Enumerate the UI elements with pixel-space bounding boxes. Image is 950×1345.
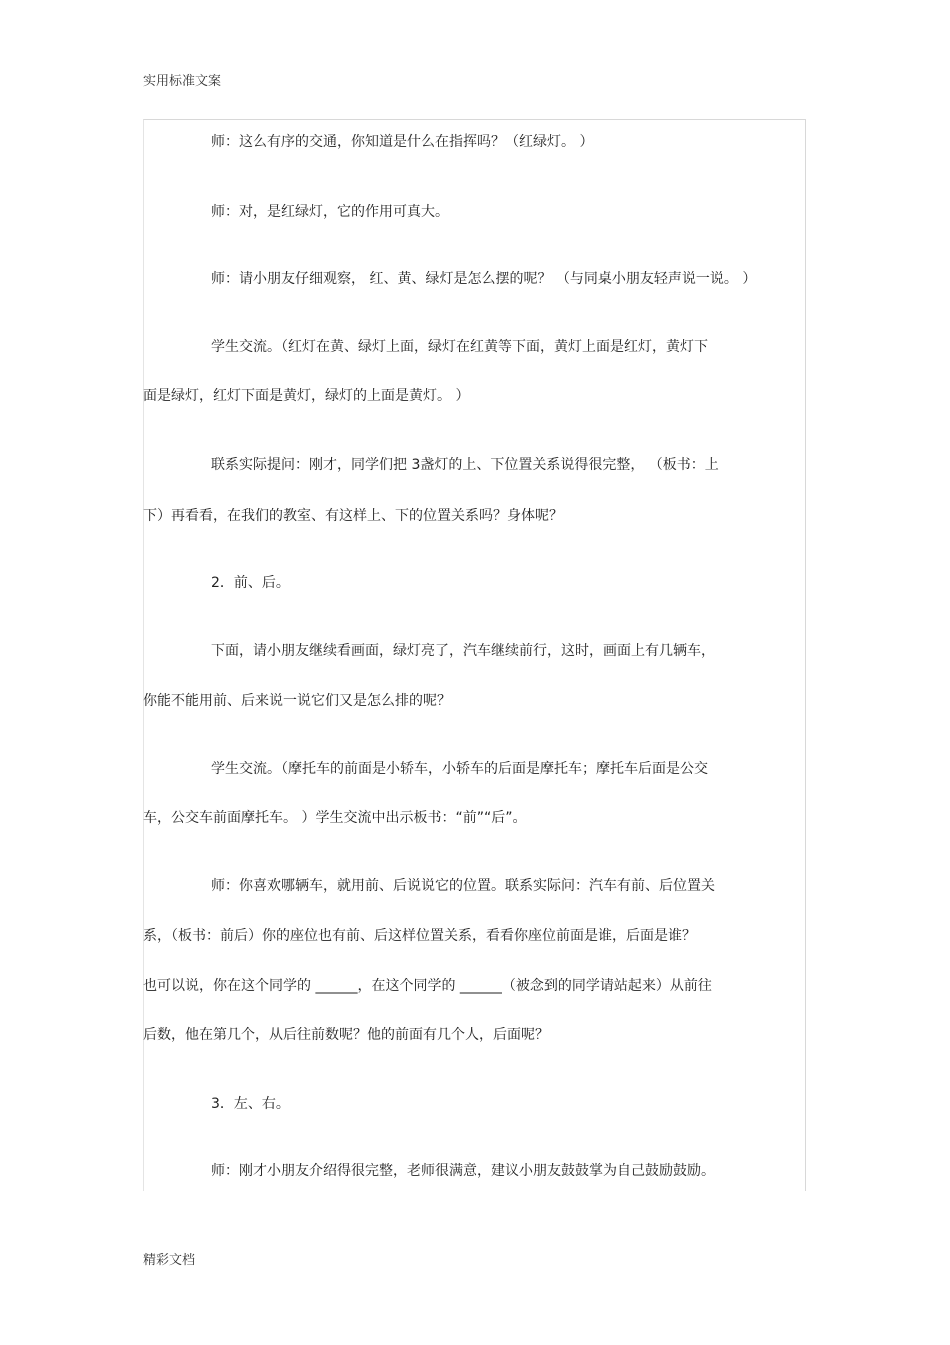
section-heading: 2．前、后。 [211, 575, 290, 591]
paragraph-line: 系，（板书：前后）你的座位也有前、后这样位置关系，看看你座位前面是谁，后面是谁？ [143, 928, 696, 944]
paragraph-line: 学生交流。（红灯在黄、绿灯上面，绿灯在红黄等下面，黄灯上面是红灯，黄灯下 [211, 339, 708, 355]
page-footer-label: 精彩文档 [143, 1253, 196, 1268]
paragraph-line: 后数，他在第几个，从后往前数呢？他的前面有几个人，后面呢？ [143, 1027, 549, 1043]
paragraph-line: 下）再看看，在我们的教室、有这样上、下的位置关系吗？身体呢？ [143, 508, 563, 524]
paragraph-line: 车，公交车前面摩托车。 ）学生交流中出示板书：“前”“后”。 [143, 810, 527, 826]
paragraph-line: 师：你喜欢哪辆车，就用前、后说说它的位置。联系实际问：汽车有前、后位置关 [211, 878, 715, 894]
paragraph-line: 师：对，是红绿灯，它的作用可真大。 [211, 204, 449, 220]
paragraph-line: 你能不能用前、后来说一说它们又是怎么排的呢？ [143, 693, 451, 709]
page-header-label: 实用标准文案 [143, 74, 222, 89]
paragraph-line: 师：请小朋友仔细观察， 红、黄、绿灯是怎么摆的呢？ （与同桌小朋友轻声说一说。 ） [211, 271, 757, 287]
paragraph-line: 下面，请小朋友继续看画面，绿灯亮了，汽车继续前行，这时，画面上有几辆车， [211, 643, 715, 659]
paragraph-line: 联系实际提问：刚才，同学们把 3盏灯的上、下位置关系说得很完整， （板书：上 [211, 457, 719, 473]
paragraph-line: 师：刚才小朋友介绍得很完整，老师很满意，建议小朋友鼓鼓掌为自己鼓励鼓励。 [211, 1163, 715, 1179]
paragraph-line: 面是绿灯，红灯下面是黄灯，绿灯的上面是黄灯。 ） [143, 388, 470, 404]
section-heading: 3．左、右。 [211, 1096, 290, 1112]
paragraph-line: 学生交流。（摩托车的前面是小轿车，小轿车的后面是摩托车；摩托车后面是公交 [211, 761, 708, 777]
paragraph-line: 也可以说，你在这个同学的 ______，在这个同学的 ______（被念到的同学请站起来）从前往 [143, 978, 712, 994]
paragraph-line: 师：这么有序的交通，你知道是什么在指挥吗？（红绿灯。 ） [211, 134, 594, 150]
